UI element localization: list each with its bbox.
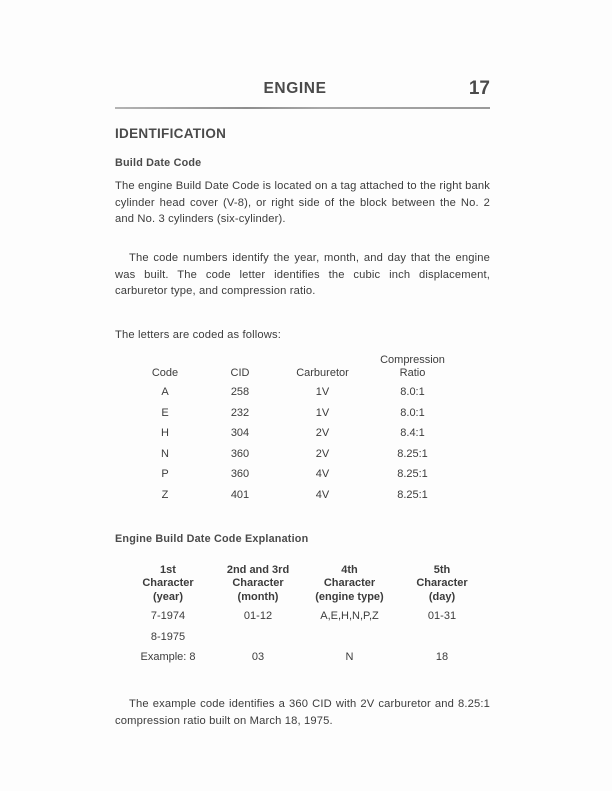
build-date-code-explanation-table [122,558,487,668]
compression-ratio-line2: Ratio [399,367,426,379]
header-line1: 4th [341,563,358,576]
cell-example-day: 18 [435,651,449,664]
cell-code: N [161,447,169,460]
page-header [115,80,490,104]
table-header-row [122,558,487,606]
cell-cid: 401 [230,488,250,501]
paragraph-letters-intro: The letters are coded as follows: [115,329,282,341]
cell-cid: 360 [230,468,250,481]
header-line1: 5th [433,563,451,576]
cell-ratio: 8.0:1 [400,406,425,419]
cell-code: H [161,427,169,440]
table-row [130,464,460,485]
cell-example-month: 03 [251,651,265,664]
cell-cid: 304 [230,427,250,440]
page-number: 17 [468,78,490,99]
header-line3: (day) [428,590,456,603]
table-row [130,403,460,424]
column-header-compression-ratio [365,352,460,382]
cell-carburetor: 4V [315,488,330,501]
table-header-row [130,352,460,382]
cell-engine-type: A,E,H,N,P,Z [320,610,379,623]
cell-carburetor: 2V [315,447,330,460]
cell-cid: 232 [230,406,250,419]
section-heading: IDENTIFICATION [115,126,227,141]
cell-carburetor: 1V [315,406,330,419]
cell-year: 7-1974 [150,610,186,623]
cell-example-engine-type: N [345,651,354,664]
column-header-second-third-character [214,558,302,606]
page-title: ENGINE [263,80,327,97]
cell-carburetor: 4V [315,468,330,481]
header-line2: Character [323,577,376,589]
cell-day [397,627,487,648]
table-row [130,485,460,506]
subsection-heading: Build Date Code [115,157,202,169]
header-divider [115,107,490,109]
cell-code: A [161,386,169,399]
header-line1: 1st [160,563,176,576]
cell-code: E [161,406,169,419]
header-line1: 2nd and 3rd [226,563,290,576]
cell-ratio: 8.25:1 [397,488,428,501]
header-line3: (month) [237,590,279,603]
cell-cid: 360 [230,447,250,460]
table-row [130,382,460,403]
table-row-example [122,647,487,668]
cell-ratio: 8.4:1 [400,427,425,440]
column-header-cid: CID [230,367,250,379]
cell-ratio: 8.25:1 [397,447,428,460]
column-header-fifth-character [397,558,487,606]
cell-example-year: Example: 8 [140,651,196,664]
engine-code-table [130,352,460,505]
cell-engine-type [302,627,397,648]
header-line3: (year) [153,590,183,603]
cell-month [214,627,302,648]
cell-month: 01-12 [243,610,273,623]
cell-ratio: 8.25:1 [397,468,428,481]
table-row [122,627,487,648]
table-row [130,444,460,465]
paragraph-code-meaning: The code numbers identify the year, month, and day that the engine was built. The code letter identifies the cubic inch displacement, carburetor type, and compression ratio. [115,252,490,297]
column-header-fourth-character [302,558,397,606]
explain-table-heading: Engine Build Date Code Explanation [115,533,309,545]
table-row [130,423,460,444]
header-line3: (engine type) [315,590,384,603]
cell-carburetor: 2V [315,427,330,440]
column-header-carburetor: Carburetor [296,367,349,379]
cell-year: 8-1975 [150,630,186,643]
table-row [122,606,487,627]
header-line2: Character [232,577,284,589]
compression-ratio-line1: Compression [380,354,445,366]
cell-code: Z [161,488,169,501]
paragraph-build-date-location: The engine Build Date Code is located on a tag attached to the right bank cylinder head cover (V-8), or right side of the block between the No. 2 and No. 3 cylinders (six-cylinder). [115,180,490,225]
cell-day: 01-31 [427,610,457,623]
cell-carburetor: 1V [315,386,330,399]
cell-code: P [161,468,169,481]
paragraph-example-explanation: The example code identifies a 360 CID with 2V carburetor and 8.25:1 compression ratio built on March 18, 1975. [115,698,490,727]
header-line2: Character [142,577,194,589]
column-header-first-character [122,558,214,606]
header-line2: Character [416,577,468,589]
cell-ratio: 8.0:1 [400,386,425,399]
cell-cid: 258 [230,386,250,399]
column-header-code: Code [151,367,179,379]
